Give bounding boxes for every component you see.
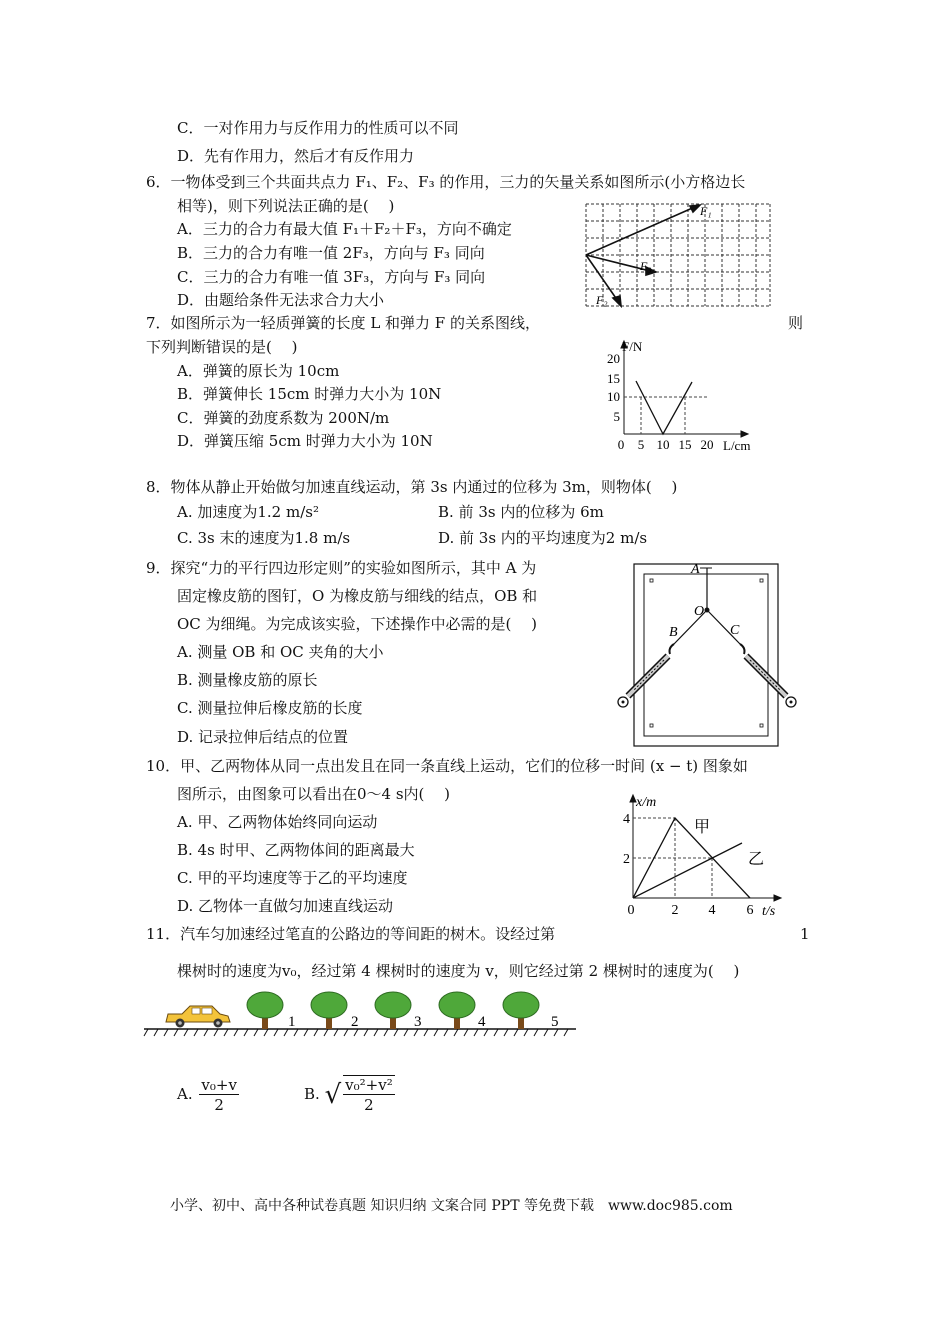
q7-option-c: C．弹簧的劲度系数为 200N/m — [177, 409, 390, 427]
tree-icon — [247, 992, 283, 1029]
q8-option-a: A. 加速度为1.2 m/s² — [177, 503, 319, 521]
q11-option-a-numerator: v₀+v — [201, 1075, 237, 1094]
q6-grid — [586, 204, 770, 306]
label-b: B — [669, 625, 678, 640]
q11-option-b-label: B. — [304, 1085, 320, 1103]
q9-stem-line3: OC 为细绳。为完成该实验，下述操作中必需的是( ) — [177, 615, 538, 633]
tree-number: 4 — [478, 1014, 486, 1030]
q6-stem-line2: 相等)，则下列说法正确的是( ) — [177, 197, 395, 215]
q10-xtick: 4 — [708, 903, 716, 918]
spring-scale-left — [618, 656, 668, 707]
q11-option-a — [177, 1070, 241, 1118]
q7-stem-line2: 下列判断错误的是( ) — [146, 338, 298, 356]
tree-icon — [311, 992, 347, 1029]
q9-board — [634, 564, 778, 746]
q9-option-d: D. 记录拉伸后结点的位置 — [177, 728, 349, 746]
q6-option-d: D．由题给条件无法求合力大小 — [177, 291, 385, 309]
q11-option-b-denominator: 2 — [364, 1096, 374, 1114]
tree-number: 1 — [288, 1014, 296, 1030]
q7-xtick: 10 — [656, 437, 670, 452]
q11-option-a-denominator: 2 — [214, 1095, 224, 1114]
q7-ytick: 20 — [607, 351, 620, 366]
tree-number: 5 — [551, 1014, 559, 1030]
q10-xtick: 2 — [671, 903, 679, 918]
tree-number: 2 — [351, 1014, 359, 1030]
q9-option-a: A. 测量 OB 和 OC 夹角的大小 — [177, 643, 384, 661]
q11-option-b — [304, 1070, 397, 1119]
q9-stem-line1: 9．探究“力的平行四边形定则”的实验如图所示，其中 A 为 — [146, 559, 537, 577]
q7-stem-line1: 7．如图所示为一轻质弹簧的长度 L 和弹力 F 的关系图线， — [146, 314, 540, 332]
q7-x-label: L/cm — [723, 438, 751, 453]
q10-xt-graph — [614, 786, 790, 922]
f1-label: F₁ — [700, 204, 712, 218]
q8-option-d: D. 前 3s 内的平均速度为2 m/s — [438, 529, 648, 547]
q11-option-b-fraction — [343, 1075, 395, 1115]
f3-label: F₃ — [640, 259, 652, 273]
q6-stem-line1: 6．一物体受到三个共面共点力 F₁、F₂、F₃ 的作用，三力的矢量关系如图所示(小方格边长 — [146, 173, 746, 191]
q7-spring-graph — [598, 334, 758, 454]
tree-number: 3 — [414, 1014, 422, 1030]
q8-option-b: B. 前 3s 内的位移为 6m — [438, 503, 604, 521]
q6-option-c: C．三力的合力有唯一值 3F₃，方向与 F₃ 同向 — [177, 268, 486, 286]
q11-stem-line1: 11．汽车匀加速经过笔直的公路边的等间距的树木。设经过第 — [146, 925, 556, 943]
spring-scale-right — [746, 656, 796, 707]
car-icon — [166, 1006, 230, 1028]
q8-stem: 8．物体从静止开始做匀加速直线运动，第 3s 内通过的位移为 3m，则物体( ) — [146, 478, 678, 496]
tree-icon — [503, 992, 539, 1029]
q7-ytick: 15 — [607, 371, 620, 386]
q10-option-b: B. 4s 时甲、乙两物体间的距离最大 — [177, 841, 415, 859]
yi-line — [633, 843, 742, 898]
q7-option-d: D．弹簧压缩 5cm 时弹力大小为 10N — [177, 432, 433, 450]
q11-option-a-fraction — [199, 1076, 239, 1115]
q7-ytick: 5 — [613, 409, 620, 424]
f2-label: F₂ — [596, 293, 608, 307]
q11-stem-line2: 棵树时的速度为v₀，经过第 4 棵树时的速度为 v，则它经过第 2 棵树时的速度为( ) — [177, 962, 740, 980]
q10-xtick: 0 — [627, 903, 635, 918]
label-o: O — [694, 604, 705, 619]
yi-label: 乙 — [748, 849, 765, 868]
q8-option-c: C. 3s 末的速度为1.8 m/s — [177, 529, 351, 547]
q9-experiment-figure — [612, 562, 798, 748]
q9-option-c: C. 测量拉伸后橡皮筋的长度 — [177, 699, 363, 717]
label-c: C — [730, 623, 740, 638]
q10-option-d: D. 乙物体一直做匀加速直线运动 — [177, 897, 394, 915]
q6-force-grid-figure — [582, 200, 774, 312]
q7-option-a: A．弹簧的原长为 10cm — [177, 362, 340, 380]
q7-xtick: 5 — [637, 437, 645, 452]
q7-xtick: 15 — [678, 437, 692, 452]
q10-y-label: x/m — [636, 795, 657, 810]
q7-xtick: 20 — [700, 437, 714, 452]
q11-road-figure — [140, 988, 580, 1038]
q10-option-a: A. 甲、乙两物体始终同向运动 — [177, 813, 378, 831]
sqrt-icon: √ — [324, 1080, 342, 1110]
q7-option-b: B．弹簧伸长 15cm 时弹力大小为 10N — [177, 385, 442, 403]
q7-f-l-line — [636, 381, 692, 434]
q10-x-label: t/s — [762, 904, 776, 919]
q10-ytick: 2 — [623, 852, 630, 867]
q9-stem-line2: 固定橡皮筋的图钉，O 为橡皮筋与细线的结点，OB 和 — [177, 587, 538, 605]
q11-stem-line1-tail: 1 — [800, 925, 810, 943]
q9-option-b: B. 测量橡皮筋的原长 — [177, 671, 318, 689]
q10-xtick: 6 — [746, 903, 754, 918]
page-footer: 小学、初中、高中各种试卷真题 知识归纳 文案合同 PPT 等免费下载 www.doc985.com — [170, 1198, 733, 1214]
q7-stem-line1-tail: 则 — [788, 314, 804, 332]
q10-stem-line1: 10．甲、乙两物体从同一点出发且在同一条直线上运动，它们的位移一时间 (x − t) 图象如 — [146, 757, 748, 775]
q10-ytick: 4 — [623, 812, 630, 827]
tree-icon — [439, 992, 475, 1029]
q5-option-d: D．先有作用力，然后才有反作用力 — [177, 147, 415, 165]
q6-option-a: A．三力的合力有最大值 F₁＋F₂＋F₃，方向不确定 — [177, 220, 512, 238]
q6-option-b: B．三力的合力有唯一值 2F₃，方向与 F₃ 同向 — [177, 244, 485, 262]
label-a: A — [691, 562, 700, 577]
q7-ytick: 10 — [607, 389, 620, 404]
q5-option-c: C．一对作用力与反作用力的性质可以不同 — [177, 119, 459, 137]
q10-option-c: C. 甲的平均速度等于乙的平均速度 — [177, 869, 408, 887]
tree-icon — [375, 992, 411, 1029]
q11-option-b-numerator: v₀²+v² — [345, 1076, 393, 1094]
q7-xtick: 0 — [617, 437, 625, 452]
q7-y-label: F/N — [622, 339, 643, 354]
jia-label: 甲 — [694, 817, 711, 836]
q11-option-a-label: A. — [177, 1085, 193, 1103]
q10-stem-line2: 图所示，由图象可以看出在0～4 s内( ) — [177, 785, 451, 803]
